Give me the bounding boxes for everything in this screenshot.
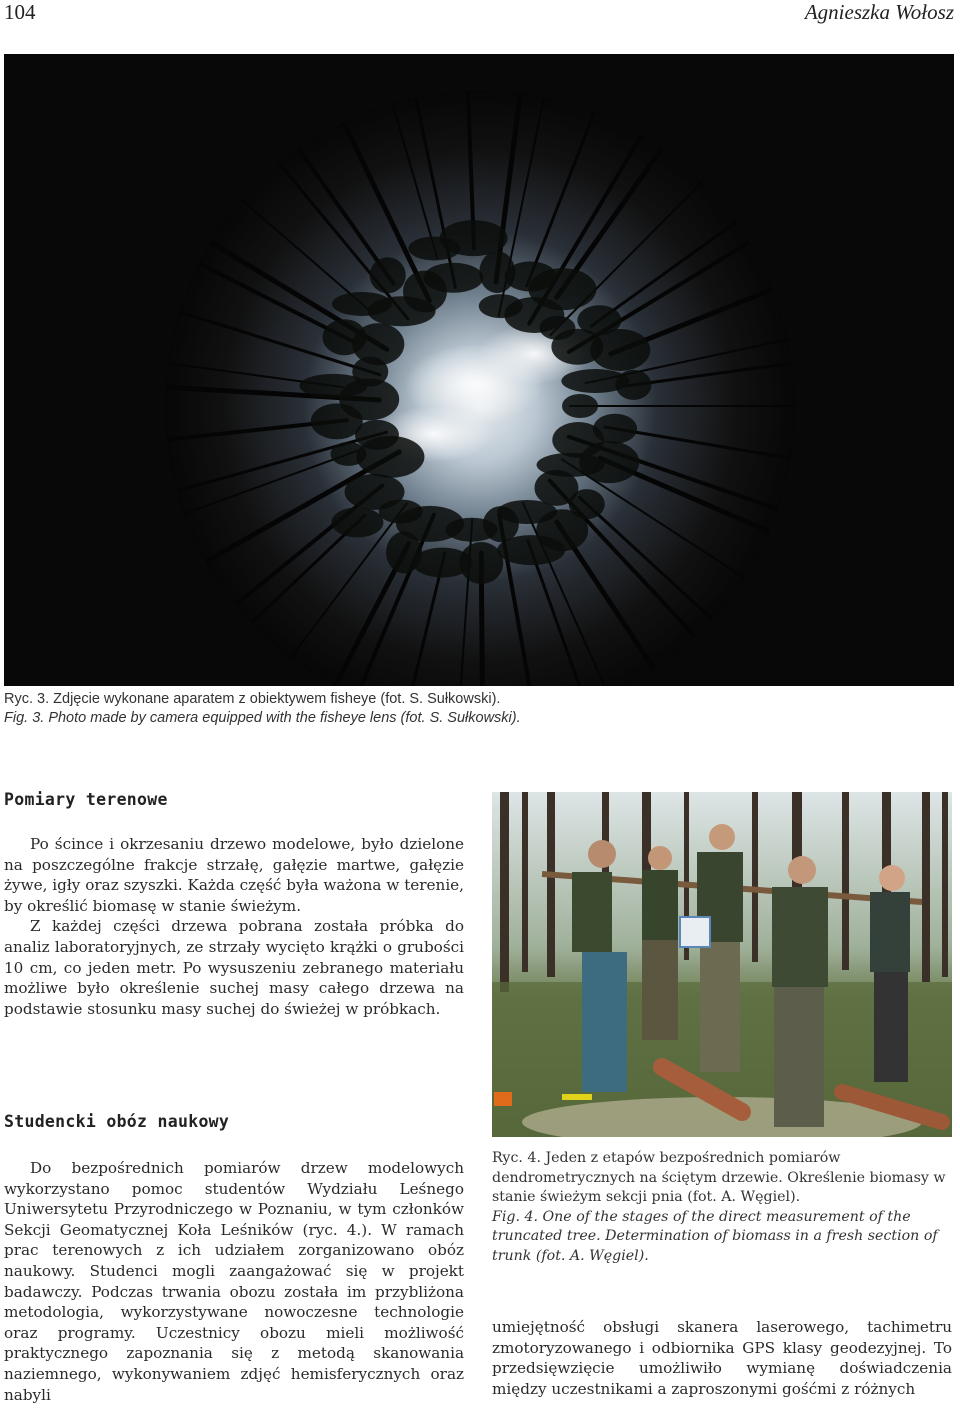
figure-3-caption-en: Fig. 3. Photo made by camera equipped with the fisheye lens (fot. S. Sułkowski). xyxy=(4,710,521,726)
tree-crown xyxy=(370,257,406,293)
tree-crown xyxy=(386,532,422,574)
paragraph: Po ścince i okrzesaniu drzewo modelowe, było dzielone na poszczególne frakcje strzałę, gałęzie martwe, gałęzie żywe, igły oraz szyszki. Każda część była ważona w terenie, by określić biomasę w stanie świeżym. xyxy=(4,835,464,915)
tree-crown xyxy=(330,442,366,466)
tree-crown xyxy=(562,394,598,418)
running-header xyxy=(4,0,954,26)
figure-4-field-photo xyxy=(492,792,952,1137)
section-heading-pomiary: Pomiary terenowe xyxy=(4,790,168,809)
paragraph: Do bezpośrednich pomiarów drzew modelowych wykorzystano pomoc studentów Wydziału Leśnego Uniwersytetu Przyrodniczego w Poznaniu, w tym członków Sekcji Geomatycznej Koła Leśników (ryc. 4.). W ramach prac terenowych z ich udziałem zorganizowano obóz naukowy. Studenci mogli zaangażować się w projekt badawczy. Podczas trwania obozu została im przybliżona metodologia, wykorzystywane nowoczesne technologie oraz programy. Uczestnicy obozu mieli możliwość praktycznego zapoznania się z metodą skanowania naziemnego, wykonywaniem zdjęć hemisferycznych oraz nabyli xyxy=(4,1159,464,1404)
paragraph: Z każdej części drzewa pobrana została próbka do analiz laboratoryjnych, ze strzały wycięto krążki o grubości 10 cm, co jeden metr. Po wysuszeniu zebranego materiału możliwe było określenie suchej masy całego drzewa na podstawie stosunku masy suchej do świeżej w próbkach. xyxy=(4,917,464,1018)
tree-crown xyxy=(423,263,483,293)
figure-4-caption-en: Fig. 4. One of the stages of the direct measurement of the truncated tree. Determination of biomass in a fresh section of trunk (fot. A. Węgiel). xyxy=(492,1208,938,1264)
running-author: Agnieszka Wołosz xyxy=(804,0,954,24)
figure-3-caption-pl: Ryc. 3. Zdjęcie wykonane aparatem z obiektywem fisheye (fot. S. Sułkowski). xyxy=(4,691,501,707)
tree-crown xyxy=(440,220,508,256)
tree-crown xyxy=(331,507,383,537)
section-heading-oboz: Studencki obóz naukowy xyxy=(4,1112,230,1131)
figure-3-caption xyxy=(4,690,954,728)
right-column-text xyxy=(492,1317,952,1399)
tree-crown xyxy=(616,370,652,400)
tree-crown xyxy=(528,268,596,310)
section-2-body xyxy=(4,1158,464,1405)
tree-crown xyxy=(352,323,404,365)
figure-3-fisheye-photo xyxy=(4,54,954,686)
paragraph: umiejętność obsługi skanera laserowego, tachimetru zmotoryzowanego i odbiornika GPS klasy geodezyjnej. To przedsięwzięcie umożliwiło wymianę doświadczenia między uczestnikami a zaproszonymi gośćmi z różnych xyxy=(492,1318,952,1398)
section-1-body xyxy=(4,834,464,1019)
figure-4-caption-pl: Ryc. 4. Jeden z etapów bezpośrednich pomiarów dendrometrycznych na ściętym drzewie. Określenie biomasy w stanie świeżym sekcji pnia (fot. A. Węgiel). xyxy=(492,1150,946,1205)
page-number: 104 xyxy=(4,0,36,24)
tree-crown xyxy=(590,329,650,371)
tree-crown xyxy=(534,470,578,506)
figure-4-caption xyxy=(492,1149,954,1266)
tree-crown xyxy=(345,474,405,510)
